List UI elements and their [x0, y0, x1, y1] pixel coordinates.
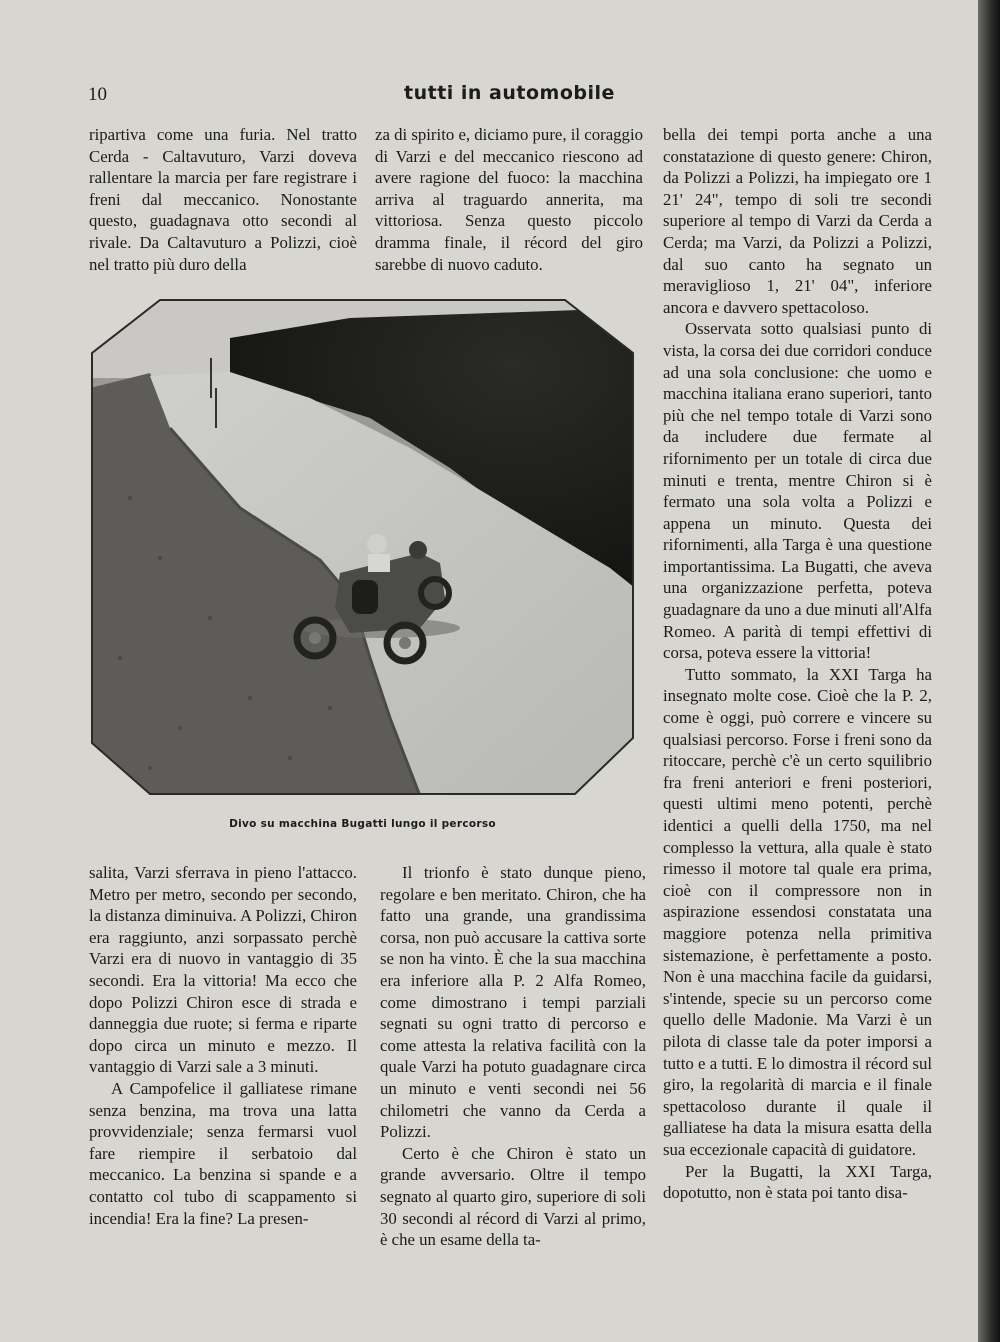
column-1-top	[89, 124, 357, 275]
paragraph: za di spirito e, diciamo pure, il coraggio di Varzi e del meccanico riescono ad avere ragione del fuoco: la macchina arriva al traguardo annerita, ma vittoriosa. Senza questo piccolo dramma finale, il récord del giro sarebbe di nuovo caduto.	[375, 125, 643, 274]
paragraph: A Campofelice il galliatese rimane senza benzina, ma trova una latta provvidenziale; senza fermarsi vuol fare riempire il serbatoio dal meccanico. La benzina si spande e a contatto col tubo di scappamento si incendia! Era la fine? La presen-	[89, 1078, 357, 1228]
paragraph: Il trionfo è stato dunque pieno, regolare e ben meritato. Chiron, che ha fatto una grande, una grandissima corsa, non può accusare la cattiva sorte se non ha vinto. È che la sua macchina era inferiore alla P. 2 Alfa Romeo, come dimostrano i tempi parziali segnati su ogni tratto di percorso e come attesta la relativa facilità con la quale Varzi ha potuto guadagnare circa un minuto e venti secondi nei 56 chilometri che vanno da Cerda a Polizzi.	[380, 863, 646, 1142]
column-3	[663, 124, 932, 1204]
paragraph: Osservata sotto qualsiasi punto di vista, la corsa dei due corridori conduce ad una sola conclusione: che uomo e macchina italiana erano superiori, tanto più che nel tempo totale di Varzi sono da includere due fermate al rifornimento per un totale di circa due minuti e trenta, mentre Chiron si è fermato una sola volta a Polizzi e appena un minuto. Questa dei rifornimenti, alla Targa è una questione importantissima. La Bugatti, che aveva una organizzazione perfetta, poteva guadagnare da uno a due minuti all'Alfa Romeo. A parità di tempi effettivi di corsa, poteva essere la vittoria!	[663, 319, 932, 663]
paragraph: salita, Varzi sferrava in pieno l'attacco. Metro per metro, secondo per secondo, la distanza diminuiva. A Polizzi, Chiron era raggiunto, anzi sorpassato perchè Varzi era di nuovo in vantaggio di 35 secondi. Era la vittoria! Ma ecco che dopo Polizzi Chiron esce di strada e danneggia due ruote; si ferma e riparte dopo circa un minuto e mezzo. Il vantaggio di Varzi sale a 3 minuti.	[89, 863, 357, 1077]
race-photograph-image	[90, 298, 635, 796]
page-number: 10	[88, 84, 107, 105]
paragraph: Certo è che Chiron è stato un grande avversario. Oltre il tempo segnato al quarto giro, superiore di soli 30 secondi al récord di Varzi al primo, è che un esame della ta-	[380, 1143, 646, 1250]
photo-caption: Divo su macchina Bugatti lungo il percorso	[229, 818, 496, 830]
column-1-bottom	[89, 862, 357, 1229]
running-title: tutti in automobile	[404, 82, 615, 104]
paragraph: bella dei tempi porta anche a una constatazione di questo genere: Chiron, da Polizzi a Polizzi, ha impiegato ore 1 21' 24", tempo di soli tre secondi superiore al tempo di Varzi da Cerda a Cerda; ma Varzi, da Polizzi a Polizzi, dal suo canto ha segnato un meraviglioso 1, 21' 04", inferiore ancora e davvero spettacoloso.	[663, 125, 932, 317]
paragraph: Tutto sommato, la XXI Targa ha insegnato molte cose. Cioè che la P. 2, come è oggi, può correre e vincere su qualsiasi percorso. Forse i freni sono da ritoccare, perchè c'è un certo squilibrio fra freni anteriori e freni posteriori, questi ultimi meno potenti, perchè identici a quelli della 1750, ma nel complesso la vettura, alla quale è stato rimesso il motore tal quale era prima, cioè con il compressore non in aspirazione essendosi constatata una maggiore potenza nella primitiva sistemazione, è perfettamente a posto. Non è una macchina facile da guidarsi, s'intende, specie su un percorso come quello delle Madonie. Ma Varzi è un pilota di classe tale da poter imporsi a tutto e a tutti. E lo dimostra il récord sul giro, la regolarità di marcia e il finale spettacoloso durante il quale il galliatese ha data la misura esatta della sua eccezionale capacità di guidatore.	[663, 664, 932, 1159]
paragraph: Per la Bugatti, la XXI Targa, dopotutto, non è stata poi tanto disa-	[663, 1161, 932, 1203]
paragraph: ripartiva come una furia. Nel tratto Cerda - Caltavuturo, Varzi doveva rallentare la marcia per fare registrare i freni dal meccanico. Nonostante questo, guadagnava otto secondi al rivale. Da Caltavuturo a Polizzi, cioè nel tratto più duro della	[89, 125, 357, 274]
page-edge-shadow	[978, 0, 1000, 1342]
column-2-top	[375, 124, 643, 275]
race-photograph	[90, 298, 635, 796]
column-2-bottom	[380, 862, 646, 1251]
